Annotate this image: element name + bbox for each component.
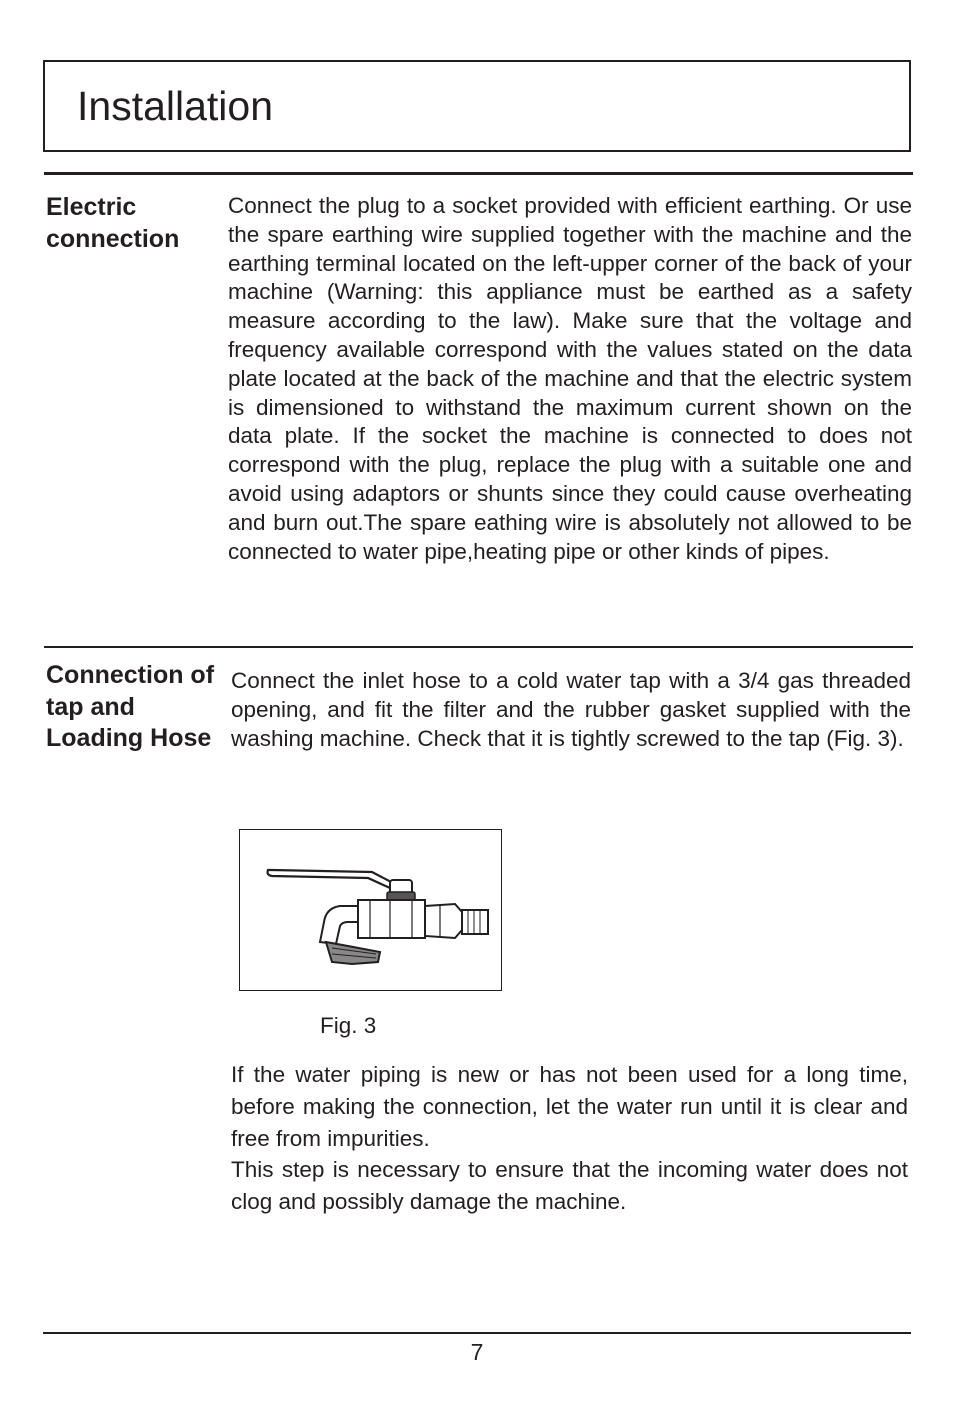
water-piping-note-line-1: If the water piping is new or has not been used for a long time, before making the connection, let the water run until it is clear and free from impurities. — [231, 1062, 908, 1151]
water-piping-note-line-2: This step is necessary to ensure that the incoming water does not clog and possibly damage the machine. — [231, 1157, 908, 1215]
section-divider — [44, 646, 913, 648]
page-title: Installation — [77, 83, 274, 129]
footer-divider — [43, 1332, 911, 1334]
section-heading-tap-connection: Connection of tap and Loading Hose — [46, 661, 215, 752]
section-heading-electric-connection: Electric connection — [46, 193, 180, 253]
tap-connection-text: Connect the inlet hose to a cold water tap with a 3/4 gas threaded opening, and fit the filter and the rubber gasket supplied with the washing machine. Check that it is tightly screwed to the tap (Fig. 3). — [231, 668, 911, 751]
header-box — [43, 60, 911, 152]
page-number: 7 — [470, 1339, 484, 1365]
water-piping-note — [231, 1059, 908, 1218]
figure-3-frame — [239, 829, 502, 991]
figure-3-caption: Fig. 3 — [320, 1013, 377, 1038]
water-tap-icon — [240, 830, 500, 990]
electric-connection-text: Connect the plug to a socket provided with efficient earthing. Or use the spare earthing wire supplied together with the machine and the earthing terminal located on the left-upper corner of the back of your machine (Warning: this appliance must be earthed as a safety measure according to the law). Make sure that the voltage and frequency available correspond with the values stated on the data plate located at the back of the machine and that the electric system is dimensioned to withstand the maximum current shown on the data plate. If the socket the machine is connected to does not correspond with the plug, replace the plug with a suitable one and avoid using adaptors or shunts since they could cause overheating and burn out.The spare eathing wire is absolutely not allowed to be connected to water pipe,heating pipe or other kinds of pipes. — [228, 193, 912, 564]
top-divider — [44, 172, 913, 175]
